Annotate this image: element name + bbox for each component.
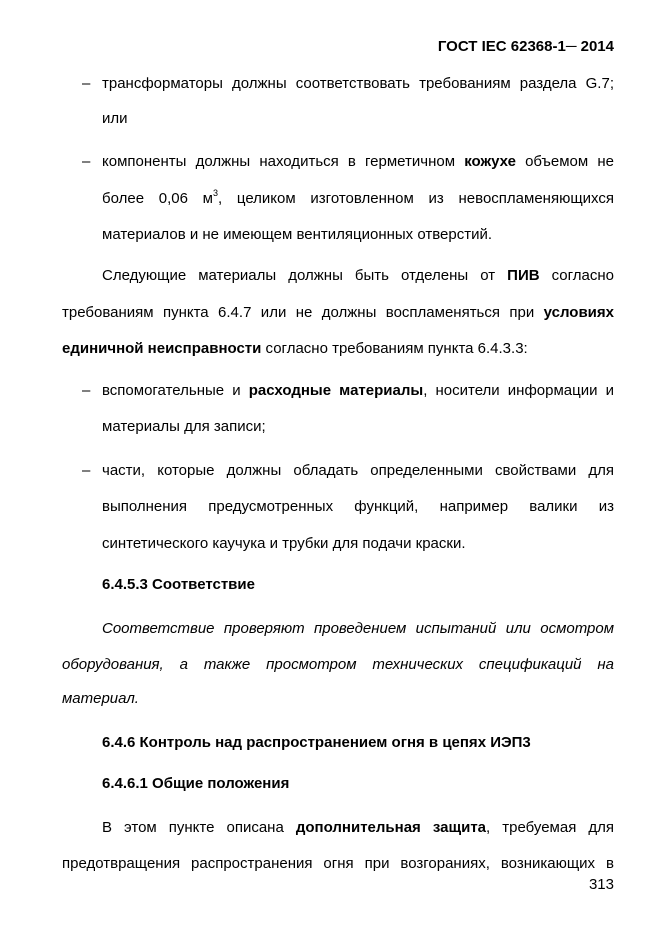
text-line: предотвращения распространения огня при возгораниях, возникающих в xyxy=(62,855,614,872)
text-line: материалов и не имеющем вентиляционных отверстий. xyxy=(102,226,492,243)
section-heading: 6.4.5.3 Соответствие xyxy=(102,576,255,593)
defined-term: единичной неисправности xyxy=(62,340,262,357)
section-heading: 6.4.6 Контроль над распространением огня в цепях ИЭП3 xyxy=(102,734,531,751)
defined-term: расходные материалы xyxy=(248,382,424,399)
text-line: материалы для записи; xyxy=(102,418,266,435)
text-line: вспомогательные и расходные материалы, носители информации и xyxy=(102,382,614,399)
defined-term: условиях xyxy=(543,304,614,321)
defined-term: ПИВ xyxy=(507,267,540,284)
list-dash: – xyxy=(82,75,91,92)
page-number: 313 xyxy=(588,876,614,893)
text-line: материал. xyxy=(62,690,139,707)
text-line: Следующие материалы должны быть отделены от ПИВ согласно xyxy=(102,267,614,284)
text-line: В этом пункте описана дополнительная защита, требуемая для xyxy=(102,819,614,836)
text-line: Соответствие проверяют проведением испытаний или осмотром xyxy=(102,620,614,637)
text-line: единичной неисправности согласно требованиям пункта 6.4.3.3: xyxy=(62,340,528,357)
text-line: трансформаторы должны соответствовать требованиям раздела G.7; xyxy=(102,75,614,92)
list-dash: – xyxy=(82,153,91,170)
text-line: синтетического каучука и трубки для подачи краски. xyxy=(102,535,466,552)
list-dash: – xyxy=(82,462,91,479)
text-line: требованиям пункта 6.4.7 или не должны воспламеняться при условиях xyxy=(62,304,614,321)
text-line: оборудования, а также просмотром технических спецификаций на xyxy=(62,656,614,673)
text-line: компоненты должны находиться в герметичном кожухе объемом не xyxy=(102,153,614,170)
document-header: ГОСТ IEC 62368-1─ 2014 xyxy=(437,38,614,55)
defined-term: кожухе xyxy=(464,153,516,170)
section-heading: 6.4.6.1 Общие положения xyxy=(102,775,290,792)
text-line: части, которые должны обладать определенными свойствами для xyxy=(102,462,614,479)
text-line: или xyxy=(102,110,128,127)
list-dash: – xyxy=(82,382,91,399)
defined-term: дополнительная защита xyxy=(295,819,487,836)
text-line: выполнения предусмотренных функций, например валики из xyxy=(102,498,614,515)
text-line: более 0,06 $м^3$, целиком изготовленном из невоспламеняющихся xyxy=(102,188,614,207)
